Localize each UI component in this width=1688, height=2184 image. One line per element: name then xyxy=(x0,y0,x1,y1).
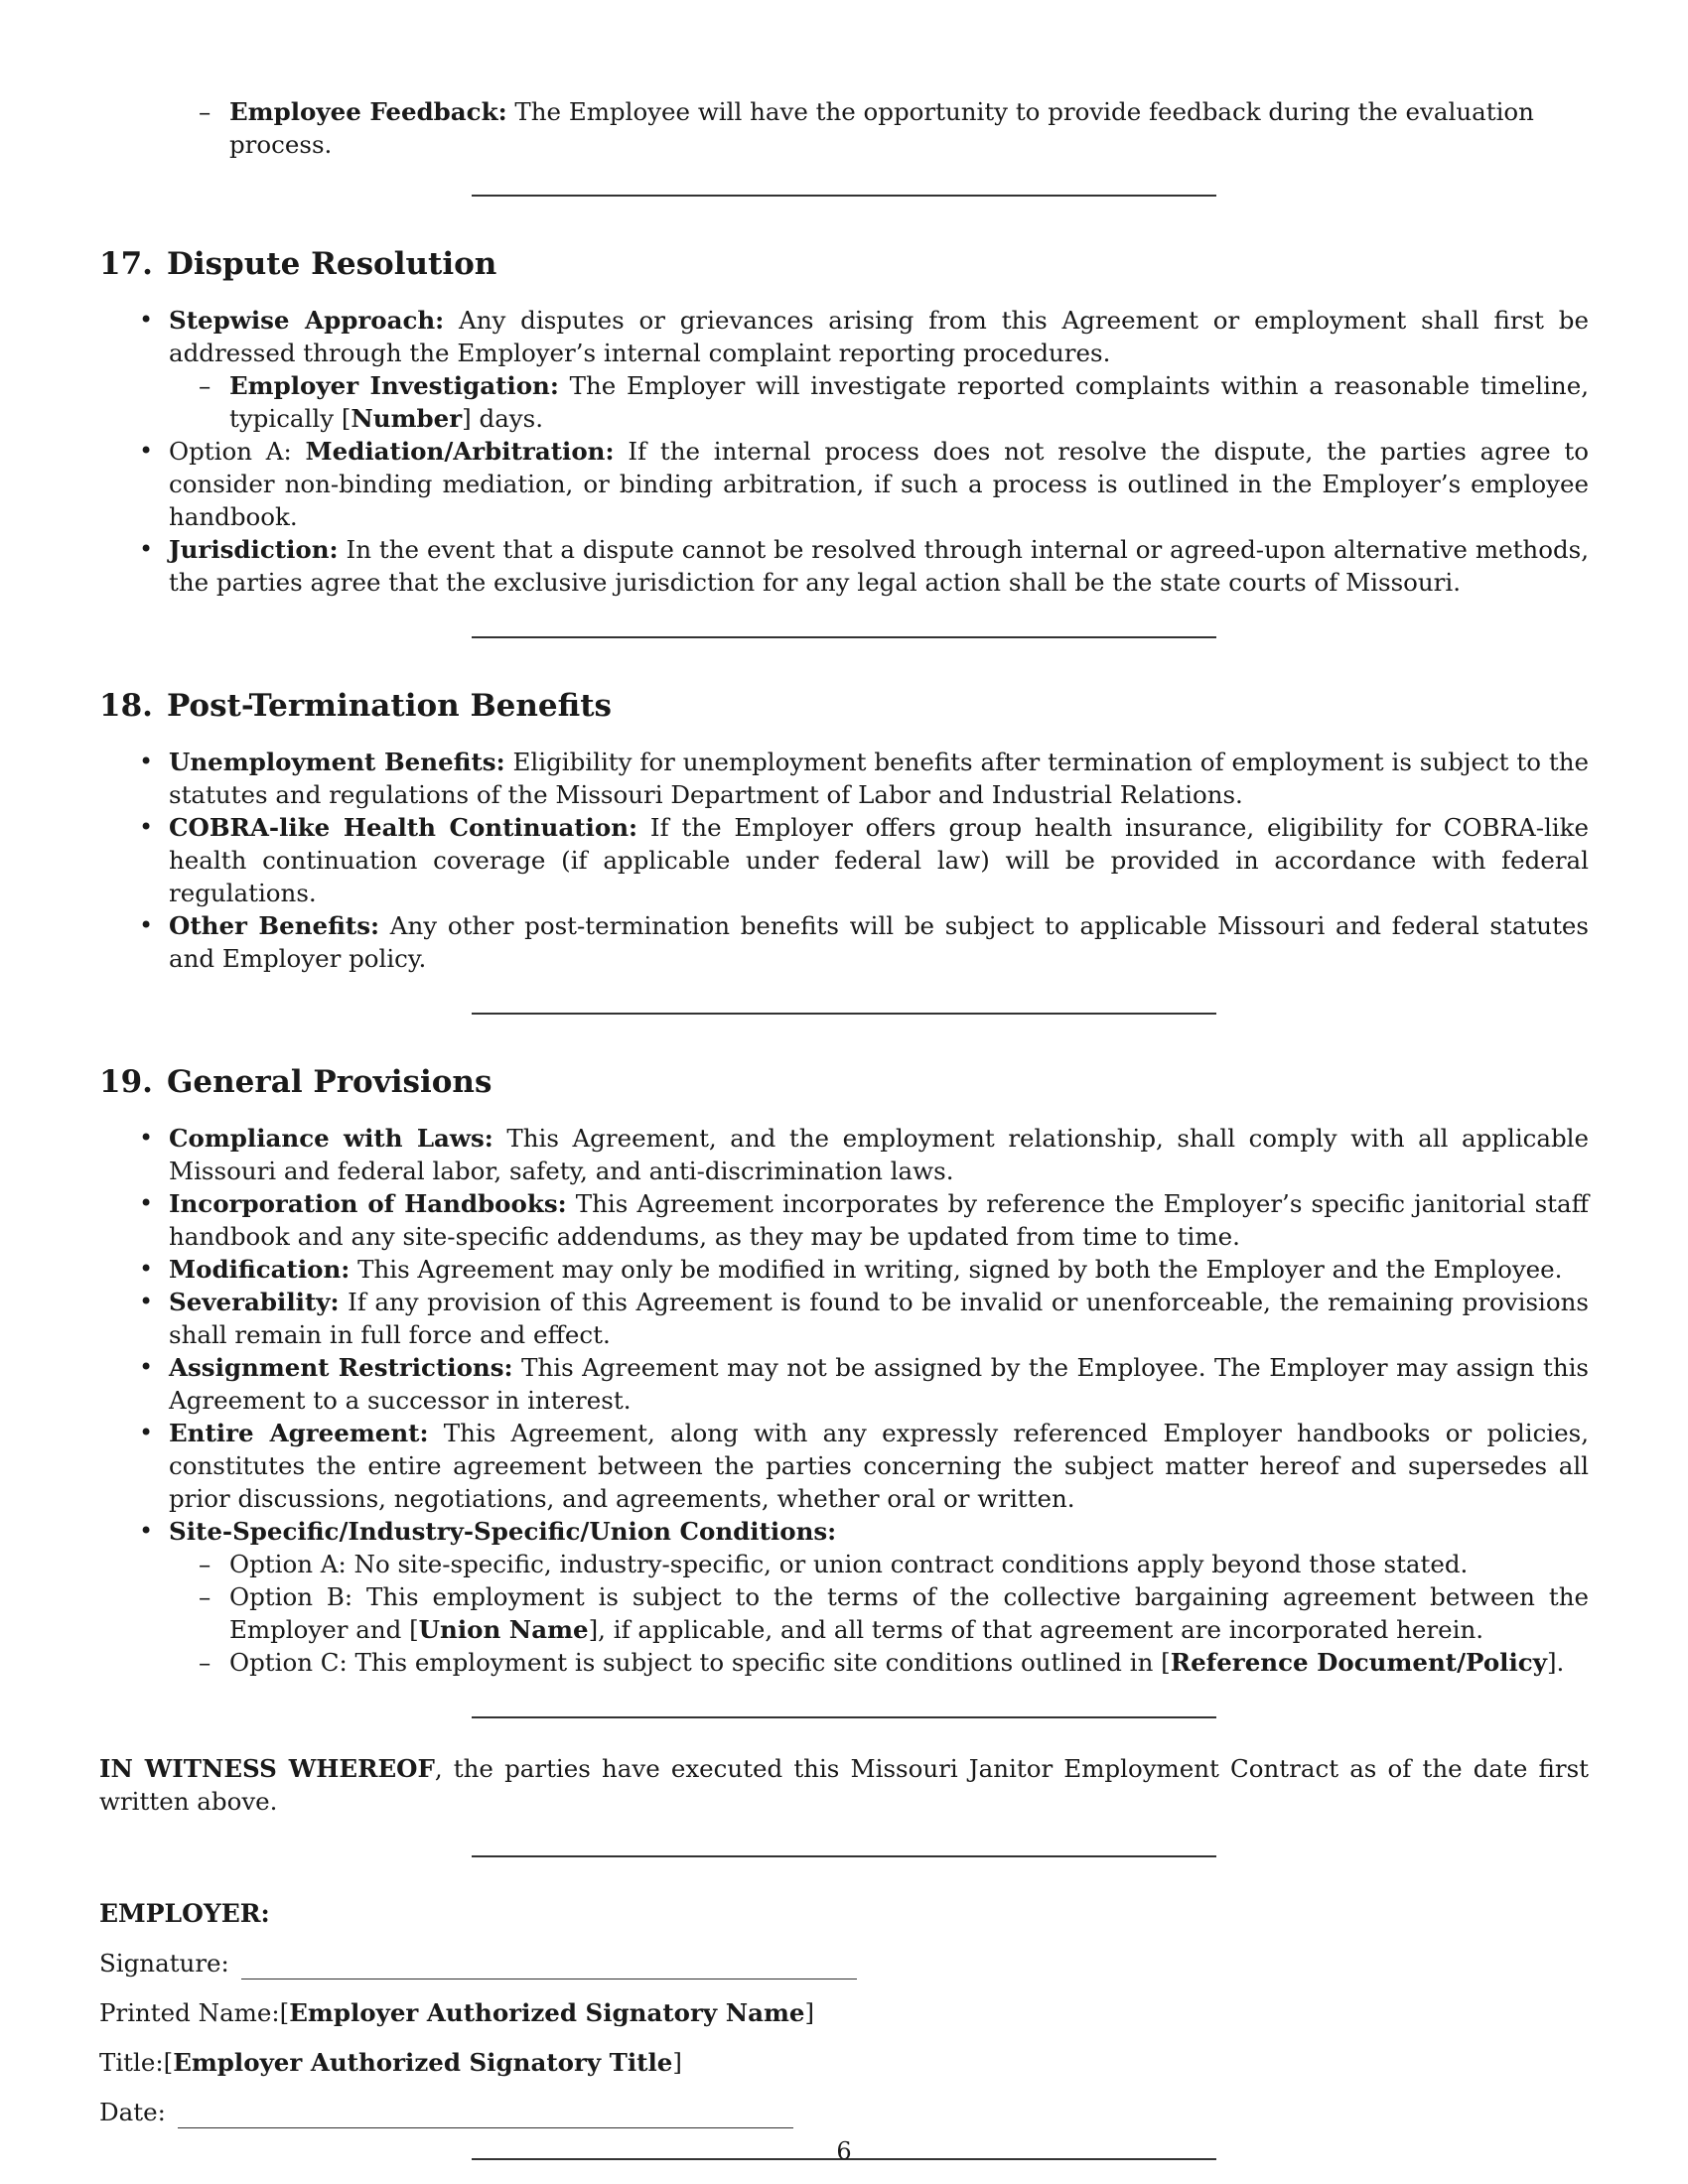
item-text: This Agreement may only be modified in writing, signed by both the Employer and the Employee. xyxy=(350,1255,1563,1284)
page-number: 6 xyxy=(836,2137,852,2165)
employee-feedback-item xyxy=(99,95,1589,161)
witness-label: IN WITNESS WHEREOF xyxy=(99,1754,435,1783)
section-number: 19. xyxy=(99,1064,153,1100)
item-text: Any disputes or grievances arising from this Agreement or employment shall first be addressed through the Employer’s internal complaint reporting procedures. xyxy=(169,306,1589,367)
list-item xyxy=(99,909,1589,975)
item-text: ], if applicable, and all terms of that agreement are incorporated herein. xyxy=(588,1615,1484,1644)
section-heading-19 xyxy=(99,1062,1589,1102)
item-label: Incorporation of Handbooks: xyxy=(169,1189,567,1218)
printed-name-label: Printed Name: xyxy=(99,1998,280,2027)
item-label: Assignment Restrictions: xyxy=(169,1353,513,1382)
placeholder-field: Reference Document/Policy xyxy=(1170,1648,1547,1677)
placeholder-field: Employer Authorized Signatory Title xyxy=(173,2048,673,2077)
list-item xyxy=(99,1187,1589,1253)
item-text: The Employee will have the opportunity to provide feedback during the evaluation process. xyxy=(229,97,1534,159)
signature-block xyxy=(99,1897,1589,2128)
section-divider xyxy=(472,1855,1216,1857)
sub-list-item xyxy=(99,1580,1589,1646)
signature-row xyxy=(99,1946,1589,1979)
item-label: Employee Feedback: xyxy=(229,97,507,126)
item-text: This Agreement, and the employment relationship, shall comply with all applicable Missouri and federal labor, safety, and anti-discrimination laws. xyxy=(169,1124,1589,1185)
section-divider xyxy=(472,195,1216,197)
list-item xyxy=(99,435,1589,533)
section-heading-18 xyxy=(99,686,1589,726)
title-label: Title: xyxy=(99,2048,164,2077)
section-divider xyxy=(472,636,1216,638)
section-divider xyxy=(472,1716,1216,1718)
section-number: 17. xyxy=(99,246,153,282)
witness-paragraph xyxy=(99,1752,1589,1818)
document-page xyxy=(99,95,1589,2160)
dispute-resolution-list xyxy=(99,304,1589,369)
section-title: Dispute Resolution xyxy=(166,246,497,282)
item-text: ]. xyxy=(1546,1648,1565,1677)
item-label: Compliance with Laws: xyxy=(169,1124,493,1153)
item-text: Option C: This employment is subject to specific site conditions outlined in [ xyxy=(229,1648,1171,1677)
list-item xyxy=(99,533,1589,599)
item-label: Severability: xyxy=(169,1288,340,1316)
item-label: Jurisdiction: xyxy=(169,535,339,564)
general-provisions-list xyxy=(99,1122,1589,1548)
item-label: Site-Specific/Industry-Specific/Union Conditions: xyxy=(169,1517,837,1546)
item-label: Modification: xyxy=(169,1255,351,1284)
item-label: Stepwise Approach: xyxy=(169,306,445,335)
section-number: 18. xyxy=(99,688,153,724)
item-text: The Employer will investigate reported complaints within a reasonable timeline, typically [ xyxy=(229,371,1589,433)
item-text: In the event that a dispute cannot be resolved through internal or agreed-upon alternative methods, the parties agree that the exclusive jurisdiction for any legal action shall be the state courts of Missouri. xyxy=(169,535,1589,597)
signature-label: Signature: xyxy=(99,1949,229,1978)
sub-list-item xyxy=(99,1646,1589,1679)
item-text: Option A: No site-specific, industry-specific, or union contract conditions apply beyond those stated. xyxy=(229,1550,1469,1578)
item-label: Employer Investigation: xyxy=(229,371,559,400)
printed-name-row: Printed Name: [ Employer Authorized Signatory Name ] xyxy=(99,1998,815,2027)
item-text: Option B: This employment is subject to the terms of the collective bargaining agreement between the Employer and [ xyxy=(229,1582,1589,1644)
sub-list-item xyxy=(99,369,1589,435)
item-text: ] days. xyxy=(462,404,544,433)
item-text: Any other post-termination benefits will be subject to applicable Missouri and federal statutes and Employer policy. xyxy=(169,911,1589,973)
list-item xyxy=(99,1122,1589,1187)
list-item xyxy=(99,1417,1589,1515)
sub-list xyxy=(99,369,1589,435)
placeholder-field: Union Name xyxy=(418,1615,589,1644)
sub-list-item xyxy=(99,1548,1589,1580)
post-termination-list xyxy=(99,746,1589,975)
item-label: Entire Agreement: xyxy=(169,1419,429,1447)
item-text: If the internal process does not resolve the dispute, the parties agree to consider non-binding mediation, or binding arbitration, if such a process is outlined in the Employer’s employee handbook. xyxy=(169,437,1589,531)
item-prefix: Option A: xyxy=(169,437,306,466)
item-label: Unemployment Benefits: xyxy=(169,748,505,776)
section-divider xyxy=(472,1013,1216,1015)
placeholder-field: Employer Authorized Signatory Name xyxy=(289,1998,805,2027)
item-label: Mediation/Arbitration: xyxy=(305,437,615,466)
witness-text: , the parties have executed this Missouri Janitor Employment Contract as of the date first written above. xyxy=(99,1754,1590,1816)
date-label: Date: xyxy=(99,2098,166,2126)
list-item xyxy=(99,811,1589,909)
item-label: COBRA-like Health Continuation: xyxy=(169,813,638,842)
list-item xyxy=(99,1253,1589,1286)
signature-heading: EMPLOYER: xyxy=(99,1899,270,1928)
list-item xyxy=(99,1286,1589,1351)
section-title: Post-Termination Benefits xyxy=(166,688,612,724)
signature-blank-line xyxy=(241,1957,857,1979)
item-label: Other Benefits: xyxy=(169,911,380,940)
conditions-options-list xyxy=(99,1548,1589,1679)
item-text: This Agreement incorporates by reference the Employer’s specific janitorial staff handbook and any site-specific addendums, as they may be updated from time to time. xyxy=(169,1189,1589,1251)
title-row: Title: [ Employer Authorized Signatory Title ] xyxy=(99,2048,682,2077)
item-text: This Agreement may not be assigned by the Employee. The Employer may assign this Agreement to a successor in interest. xyxy=(169,1353,1590,1415)
item-text: If the Employer offers group health insurance, eligibility for COBRA-like health continuation coverage (if applicable under federal law) will be provided in accordance with federal regulations. xyxy=(169,813,1589,907)
list-item xyxy=(99,304,1589,369)
item-text: If any provision of this Agreement is found to be invalid or unenforceable, the remaining provisions shall remain in full force and effect. xyxy=(169,1288,1589,1349)
item-text: This Agreement, along with any expressly referenced Employer handbooks or policies, constitutes the entire agreement between the parties concerning the subject matter hereof and supersedes all prior discussions, negotiations, and agreements, whether oral or written. xyxy=(169,1419,1589,1513)
list-item xyxy=(99,1351,1589,1417)
placeholder-field: Number xyxy=(351,404,463,433)
list-item xyxy=(99,1515,1589,1548)
dispute-resolution-list-cont xyxy=(99,435,1589,599)
section-heading-17 xyxy=(99,244,1589,284)
list-item xyxy=(99,746,1589,811)
date-row xyxy=(99,2095,1589,2128)
item-text: Eligibility for unemployment benefits after termination of employment is subject to the statutes and regulations of the Missouri Department of Labor and Industrial Relations. xyxy=(169,748,1589,809)
section-title: General Provisions xyxy=(166,1064,492,1100)
date-blank-line xyxy=(178,2106,793,2128)
